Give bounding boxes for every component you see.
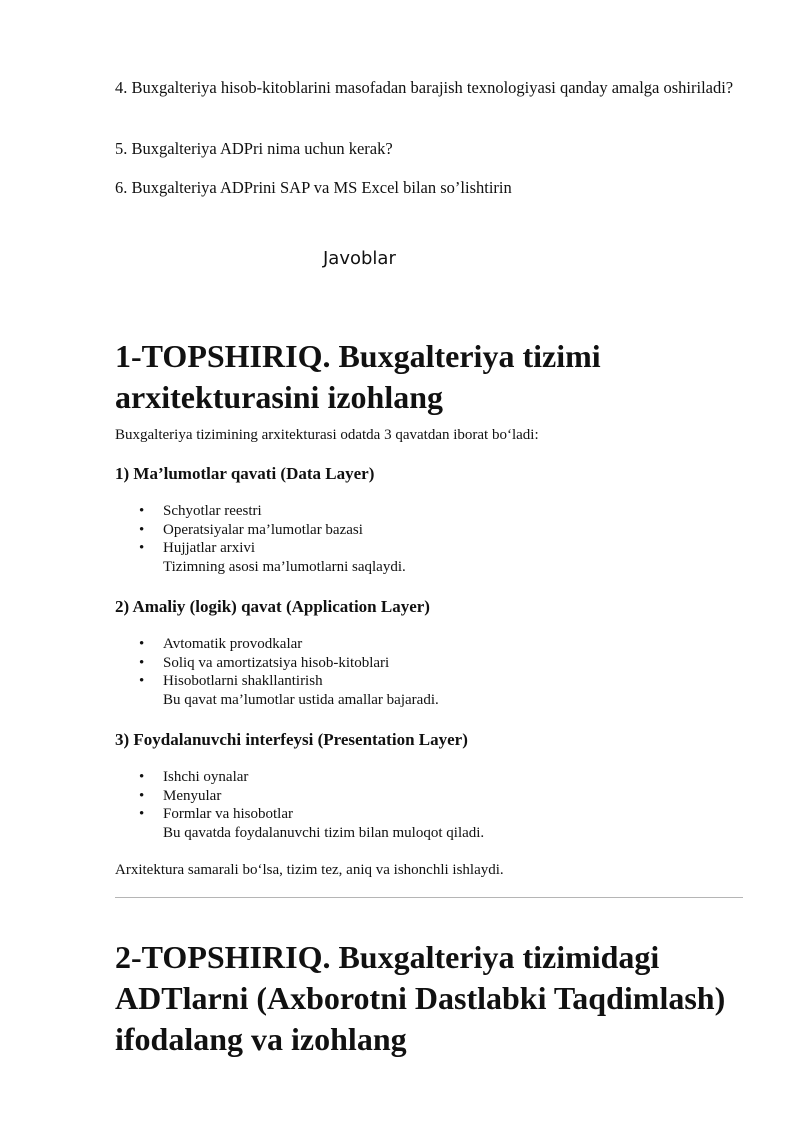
- answers-heading: Javoblar: [323, 248, 396, 269]
- layer2-heading: 2) Amaliy (logik) qavat (Application Layer): [115, 597, 430, 616]
- bullet-icon: •: [139, 769, 145, 785]
- list-item: [115, 502, 406, 521]
- bullet-icon: •: [139, 806, 145, 822]
- bullet-icon: •: [139, 654, 145, 671]
- list-item-text: Formlar va hisobotlar: [163, 806, 293, 822]
- list-item: [115, 635, 439, 654]
- question-4: 4. Buxgalteriya hisob-kitoblarini masofadan barajish texnologiyasi qanday amalga oshiriladi?: [115, 78, 734, 97]
- layer2-list: [115, 635, 439, 709]
- task2-title: 2-TOPSHIRIQ. Buxgalteriya tizimidagi ADTlarni (Axborotni Dastlabki Taqdimlash) ifodalang va izohlang: [115, 939, 726, 1057]
- list-item: [115, 787, 484, 806]
- question-6: 6. Buxgalteriya ADPrini SAP va MS Excel bilan so’lishtirin: [115, 178, 512, 197]
- list-item: [115, 521, 406, 540]
- layer3-list: [115, 768, 484, 842]
- bullet-icon: •: [139, 787, 145, 804]
- list-item: [115, 805, 484, 824]
- layer3-heading: 3) Foydalanuvchi interfeysi (Presentation Layer): [115, 730, 468, 749]
- list-item-text: Menyular: [163, 787, 222, 804]
- bullet-icon: •: [139, 636, 145, 652]
- list-item: [115, 539, 406, 558]
- list-item-text: Hujjatlar arxivi: [163, 540, 256, 556]
- list-item-text: Ishchi oynalar: [163, 769, 249, 785]
- bullet-icon: •: [139, 503, 145, 519]
- question-5: 5. Buxgalteriya ADPri nima uchun kerak?: [115, 139, 393, 158]
- layer2-note: Bu qavat ma’lumotlar ustida amallar bajaradi.: [163, 691, 439, 708]
- section-divider: [115, 897, 743, 898]
- bullet-icon: •: [139, 521, 145, 538]
- list-item-text: Avtomatik provodkalar: [163, 636, 303, 652]
- list-item-text: Schyotlar reestri: [163, 503, 262, 519]
- layer3-note: Bu qavatda foydalanuvchi tizim bilan muloqot qiladi.: [163, 824, 485, 841]
- list-item: [115, 768, 484, 787]
- list-item-text: Hisobotlarni shakllantirish: [163, 673, 323, 689]
- list-item: [115, 672, 439, 691]
- task1-conclusion: Arxitektura samarali bo‘lsa, tizim tez, aniq va ishonchli ishlaydi.: [115, 862, 504, 878]
- list-item-text: Operatsiyalar ma’lumotlar bazasi: [163, 521, 363, 538]
- task1-intro: Buxgalteriya tizimining arxitekturasi odatda 3 qavatdan iborat bo‘ladi:: [115, 427, 539, 443]
- layer1-note: Tizimning asosi ma’lumotlarni saqlaydi.: [163, 558, 406, 575]
- layer1-heading: 1) Ma’lumotlar qavati (Data Layer): [115, 464, 375, 483]
- layer1-list: [115, 502, 406, 576]
- bullet-icon: •: [139, 673, 145, 689]
- list-item-text: Soliq va amortizatsiya hisob-kitoblari: [163, 654, 390, 671]
- task1-title: 1-TOPSHIRIQ. Buxgalteriya tizimi arxitekturasini izohlang: [115, 338, 601, 415]
- bullet-icon: •: [139, 540, 145, 556]
- list-item: [115, 654, 439, 673]
